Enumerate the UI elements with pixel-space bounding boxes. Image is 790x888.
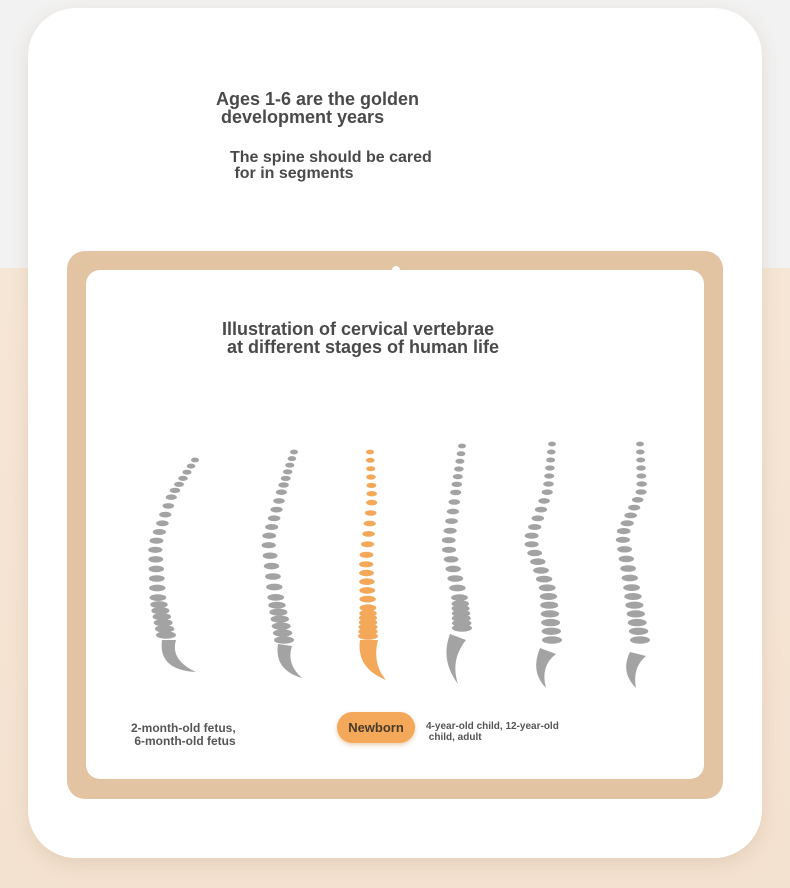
- vertebra: [453, 474, 463, 479]
- vertebra: [636, 481, 647, 486]
- vertebra: [283, 469, 293, 474]
- vertebra: [457, 451, 466, 456]
- vertebra: [149, 566, 164, 573]
- vertebra: [150, 594, 167, 601]
- vertebra: [624, 593, 641, 600]
- vertebra: [442, 547, 456, 553]
- vertebra: [452, 624, 472, 632]
- vertebra: [174, 482, 184, 487]
- vertebra: [449, 499, 461, 505]
- spine-child-4-year: [442, 444, 472, 684]
- vertebra: [166, 494, 177, 500]
- vertebra: [620, 565, 636, 572]
- vertebra: [365, 510, 377, 516]
- vertebra: [445, 518, 458, 524]
- vertebra: [525, 541, 539, 547]
- vertebra: [444, 556, 459, 562]
- vertebra: [270, 507, 282, 513]
- vertebra: [536, 576, 552, 583]
- vertebra: [268, 515, 281, 521]
- vertebra: [541, 619, 560, 626]
- vertebra: [156, 631, 176, 639]
- headline-golden-years: Ages 1-6 are the golden development years: [216, 89, 420, 127]
- vertebra: [630, 636, 650, 644]
- vertebra: [451, 594, 468, 601]
- vertebra: [148, 547, 162, 553]
- vertebra: [290, 450, 298, 455]
- vertebra: [617, 546, 632, 552]
- vertebra: [361, 541, 374, 547]
- vertebra: [264, 563, 279, 570]
- vertebra: [150, 601, 167, 608]
- vertebra: [625, 602, 643, 609]
- vertebra: [265, 524, 278, 530]
- vertebra: [159, 512, 171, 518]
- spine-fetus-6-month: [262, 450, 302, 678]
- sacrum: [360, 640, 386, 680]
- vertebra: [149, 585, 165, 592]
- newborn-label: Newborn: [348, 720, 404, 735]
- vertebra: [636, 465, 646, 470]
- vertebra: [544, 473, 554, 478]
- vertebra: [449, 585, 465, 592]
- vertebra: [366, 483, 376, 488]
- vertebra: [366, 450, 374, 455]
- vertebra: [628, 505, 640, 511]
- spine-fetus-2-month: [148, 458, 199, 672]
- vertebra: [632, 497, 644, 503]
- vertebra: [616, 537, 630, 543]
- vertebra: [527, 550, 542, 556]
- vertebra: [262, 533, 276, 539]
- vertebra: [627, 610, 645, 617]
- illustration-title: Illustration of cervical vertebrae at different stages of human life: [222, 319, 500, 357]
- headline-spine-care: The spine should be cared for in segments: [230, 149, 432, 182]
- vertebra: [533, 567, 549, 574]
- vertebra: [447, 575, 463, 582]
- vertebra: [262, 542, 276, 548]
- vertebra: [163, 503, 175, 509]
- vertebra: [541, 610, 559, 617]
- vertebra: [149, 575, 165, 582]
- vertebra: [455, 459, 464, 464]
- vertebra: [446, 566, 461, 573]
- vertebra: [623, 584, 640, 591]
- vertebra: [546, 458, 555, 463]
- vertebra: [617, 528, 631, 534]
- sacrum: [536, 648, 556, 688]
- vertebra: [538, 498, 550, 504]
- vertebra: [360, 552, 374, 558]
- vertebra: [530, 558, 545, 565]
- vertebra: [150, 538, 164, 544]
- vertebra: [153, 529, 166, 535]
- vertebra: [454, 466, 464, 471]
- label-child-adult: 4-year-old child, 12-year-old child, adult: [426, 721, 559, 743]
- vertebra: [540, 602, 558, 609]
- vertebra: [624, 513, 637, 519]
- vertebra: [278, 482, 289, 487]
- vertebra: [539, 584, 556, 591]
- vertebra: [442, 537, 456, 543]
- vertebra: [542, 628, 561, 635]
- vertebra: [359, 570, 374, 576]
- vertebra: [366, 500, 377, 506]
- vertebra: [359, 578, 374, 585]
- vertebra: [170, 488, 181, 493]
- vertebra: [528, 524, 541, 530]
- vertebra: [271, 616, 289, 623]
- vertebra: [532, 515, 545, 521]
- vertebra: [366, 466, 375, 471]
- spine-newborn: [358, 450, 386, 680]
- vertebra: [628, 619, 647, 626]
- vertebra: [273, 629, 292, 636]
- vertebra: [622, 575, 638, 582]
- vertebra: [359, 561, 373, 567]
- vertebra: [366, 458, 375, 463]
- vertebra: [281, 476, 291, 481]
- vertebra: [621, 520, 634, 526]
- vertebra: [359, 596, 375, 603]
- vertebra: [358, 632, 378, 640]
- vertebra: [288, 456, 297, 461]
- spine-child-12-year: [525, 442, 563, 688]
- vertebra: [636, 450, 645, 455]
- newborn-badge: [337, 712, 415, 743]
- vertebra: [366, 491, 377, 496]
- vertebra: [545, 465, 555, 470]
- vertebra: [636, 473, 646, 478]
- vertebra: [444, 528, 457, 534]
- vertebra: [263, 553, 278, 559]
- vertebra: [178, 476, 188, 481]
- vertebra: [535, 507, 547, 513]
- sacrum: [278, 644, 303, 678]
- vertebra: [636, 442, 644, 447]
- vertebra: [525, 533, 539, 539]
- vertebra: [359, 587, 375, 594]
- vertebra: [629, 628, 648, 635]
- vertebra: [447, 509, 459, 515]
- vertebra: [619, 556, 634, 563]
- vertebra: [269, 609, 287, 616]
- vertebra: [267, 594, 284, 601]
- vertebra: [187, 464, 196, 469]
- vertebra: [636, 489, 647, 495]
- vertebra: [547, 450, 556, 455]
- vertebra: [548, 442, 556, 447]
- vertebra: [540, 593, 557, 600]
- spine-adult: [616, 442, 650, 688]
- vertebra: [636, 458, 645, 463]
- vertebra: [266, 584, 282, 591]
- vertebra: [285, 463, 294, 468]
- sacrum: [626, 652, 646, 688]
- vertebra: [183, 470, 192, 475]
- vertebra: [542, 489, 553, 495]
- sacrum: [446, 634, 466, 684]
- sacrum: [162, 640, 196, 672]
- vertebra: [452, 482, 463, 487]
- vertebra: [543, 481, 554, 486]
- vertebra: [272, 622, 291, 629]
- vertebra: [274, 636, 294, 644]
- vertebra: [276, 489, 287, 495]
- vertebra: [273, 498, 285, 504]
- vertebra: [268, 602, 285, 609]
- vertebra: [458, 444, 466, 449]
- label-fetus: 2-month-old fetus, 6-month-old fetus: [131, 721, 236, 748]
- vertebra: [191, 458, 199, 463]
- vertebra: [450, 490, 461, 496]
- vertebra: [265, 573, 281, 580]
- vertebra: [148, 556, 163, 562]
- vertebra: [156, 520, 169, 526]
- vertebra: [366, 474, 376, 479]
- vertebra: [362, 531, 375, 537]
- vertebra: [364, 521, 376, 527]
- vertebra: [542, 636, 562, 644]
